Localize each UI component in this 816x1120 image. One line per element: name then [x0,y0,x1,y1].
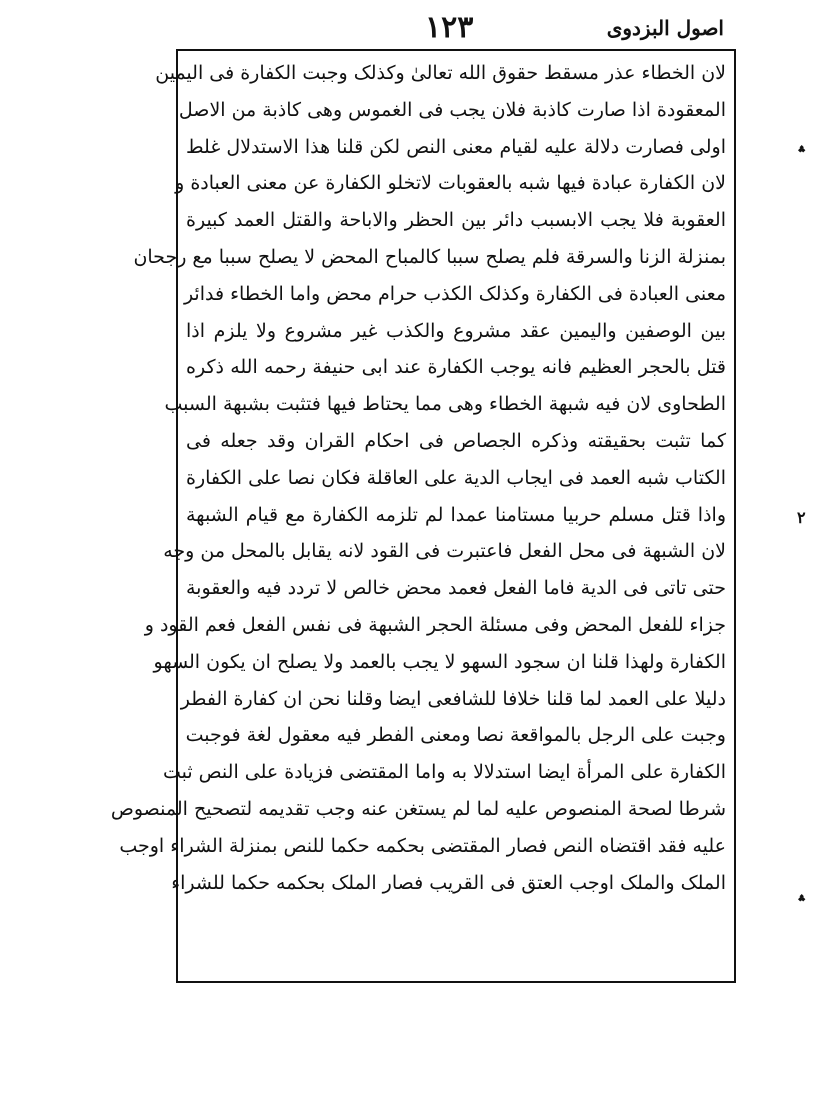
text-line: المعقودة اذا صارت کاذبة فلان یجب فی الغموس وهی کاذبة من الاصل [178,98,726,121]
text-line: الکفارة ولهذا قلنا ان سجود السهو لا یجب بالعمد ولا یصلح ان یکون السهو [153,650,726,673]
text-body [110,55,726,901]
text-line: الطحاوی لان فیه شبهة الخطاء وهی مما یحتاط فیها فتثبت بشبهة السبب [164,393,726,416]
page-number: ١٢٣ [425,10,474,45]
text-line: معنی العبادة فی الکفارة وکذلک الکذب حرام محض واما الخطاء فدائر [183,282,726,305]
text-line: الکتاب شبه العمد فی ایجاب الدیة علی العاقلة فکان نصا علی الکفارة [186,466,726,489]
book-title: اصول البزدوی [606,16,724,40]
text-line: الکفارة علی المرأة ایضا استدلالا به واما المقتضی فزیادة علی النص ثبت [162,761,726,784]
text-line: قتل بالحجر العظیم فانه یوجب الکفارة عند ابی حنیفة رحمه الله ذکره [186,356,726,379]
text-line: شرطا لصحة المنصوص علیه لما لم یستغن عنه وجب تقدیمه لتصحیح المنصوص [110,797,726,820]
margin-mark: ؞ [797,893,807,912]
text-frame [110,49,736,983]
text-line: واذا قتل مسلم حربیا مستامنا عمدا لم تلزمه الکفارة مع قیام الشبهة [186,503,726,526]
text-line: الملک والملک اوجب العتق فی القریب فصار الملک بحکمه حکما للشراء [171,871,726,894]
text-line: العقوبة فلا یجب الابسبب دائر بین الحظر والاباحة والقتل العمد کبیرة [186,209,726,232]
text-line: وجبت علی الرجل بالمواقعة نصا ومعنی الفطر فیه معقول لغة فوجبت [185,724,726,747]
page-header [0,10,816,50]
text-line: علیه فقد اقتضاه النص فصار المقتضی بحکمه حکما للنص بمنزلة الشراء اوجب [119,834,726,857]
text-line: دلیلا علی العمد لما قلنا خلافا للشافعی ایضا وقلنا نحن ان کفارة الفطر [180,687,726,710]
text-line: جزاء للفعل المحض وفی مسئلة الحجر الشبهة فی نفس الفعل فعم القود و [144,613,726,636]
text-line: کما تثبت بحقیقته وذکره الجصاص فی احکام القران وقد جعله فی [186,429,726,452]
text-line: اولی فصارت دلالة علیه لقیام معنی النص لکن قلنا هذا الاستدلال غلط [186,135,726,158]
text-line: حتی تاتی فی الدیة فاما الفعل فعمد محض خالص لا تردد فیه والعقوبة [186,577,726,600]
text-line: لان الشبهة فی محل الفعل فاعتبرت فی القود لانه یقابل بالمحل من وجه [163,540,726,563]
text-line: لان الخطاء عذر مسقط حقوق الله تعالیٰ وکذلک وجبت الکفارة فی الیمین [155,62,726,84]
text-line: لان الکفارة عبادة فیها شبه بالعقوبات لاتخلو الکفارة عن معنی العبادة و [175,172,726,195]
margin-mark: ٢ [797,508,806,527]
text-line: بمنزلة الزنا والسرقة فلم یصلح سببا کالمباح المحض لا یصلح سببا مع رجحان [133,245,726,268]
text-line: بین الوصفین والیمین عقد مشروع والکذب غیر مشروع ولا یلزم اذا [186,319,726,342]
margin-mark: ؞ [797,144,807,163]
